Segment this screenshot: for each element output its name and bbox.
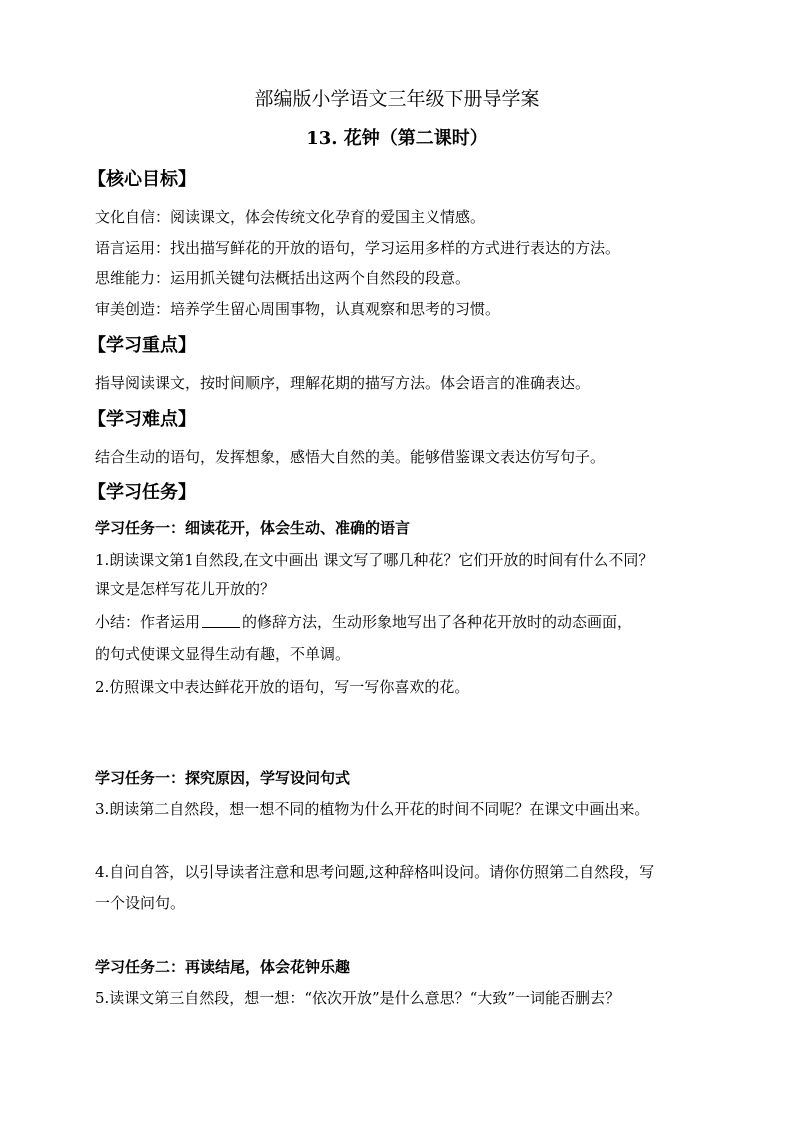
task-two-heading: 学习任务一：探究原因，学写设问句式 [95, 769, 351, 787]
summary-suffix: 的修辞方法，生动形象地写出了各种花开放时的动态画面， [242, 613, 633, 631]
question-4-line-1: 4.自问自答，以引导读者注意和思考问题,这种辞格叫设问。请你仿照第二自然段，写 [95, 863, 655, 881]
fill-in-blank[interactable] [202, 613, 240, 628]
summary-prefix: 小结：作者运用 [95, 613, 201, 631]
key-points-text: 指导阅读课文，按时间顺序，理解花期的描写方法。体会语言的准确表达。 [95, 374, 591, 392]
question-3: 3.朗读第二自然段，想一想不同的植物为什么开花的时间不同呢？在课文中画出来。 [95, 800, 650, 818]
lesson-title: 13. 花钟（第二课时） [306, 128, 488, 149]
difficulty-heading: 【学习难点】 [88, 409, 196, 430]
summary-line-1 [95, 611, 632, 633]
goals-heading: 【核心目标】 [88, 169, 196, 190]
question-5: 5.读课文第三自然段，想一想：“依次开放”是什么意思？“大致”一词能否删去？ [95, 989, 620, 1007]
key-points-heading: 【学习重点】 [88, 335, 196, 356]
tasks-heading: 【学习任务】 [88, 482, 196, 503]
goal-item-language: 语言运用：找出描写鲜花的开放的语句，学习运用多样的方式进行表达的方法。 [95, 239, 621, 257]
goal-item-thinking: 思维能力：运用抓关键句法概括出这两个自然段的段意。 [95, 269, 471, 287]
document-title: 部编版小学语文三年级下册导学案 [254, 88, 540, 110]
summary-line-2: 的句式使课文显得生动有趣，不单调。 [95, 645, 351, 663]
question-1-line-1: 1.朗读课文第1自然段,在文中画出 课文写了哪几种花？它们开放的时间有什么不同？ [95, 551, 654, 569]
goal-item-culture: 文化自信：阅读课文，体会传统文化孕育的爱国主义情感。 [95, 208, 486, 226]
difficulty-text: 结合生动的语句，发挥想象，感悟大自然的美。能够借鉴课文表达仿写句子。 [95, 448, 606, 466]
goal-item-aesthetic: 审美创造：培养学生留心周围事物，认真观察和思考的习惯。 [95, 300, 501, 318]
task-three-heading: 学习任务二：再读结尾，体会花钟乐趣 [95, 958, 351, 976]
task-one-heading: 学习任务一：细读花开，体会生动、准确的语言 [95, 519, 411, 537]
question-4-line-2: 一个设问句。 [95, 894, 186, 912]
question-2: 2.仿照课文中表达鲜花开放的语句，写一写你喜欢的花。 [95, 678, 470, 696]
question-1-line-2: 课文是怎样写花儿开放的？ [95, 580, 276, 598]
